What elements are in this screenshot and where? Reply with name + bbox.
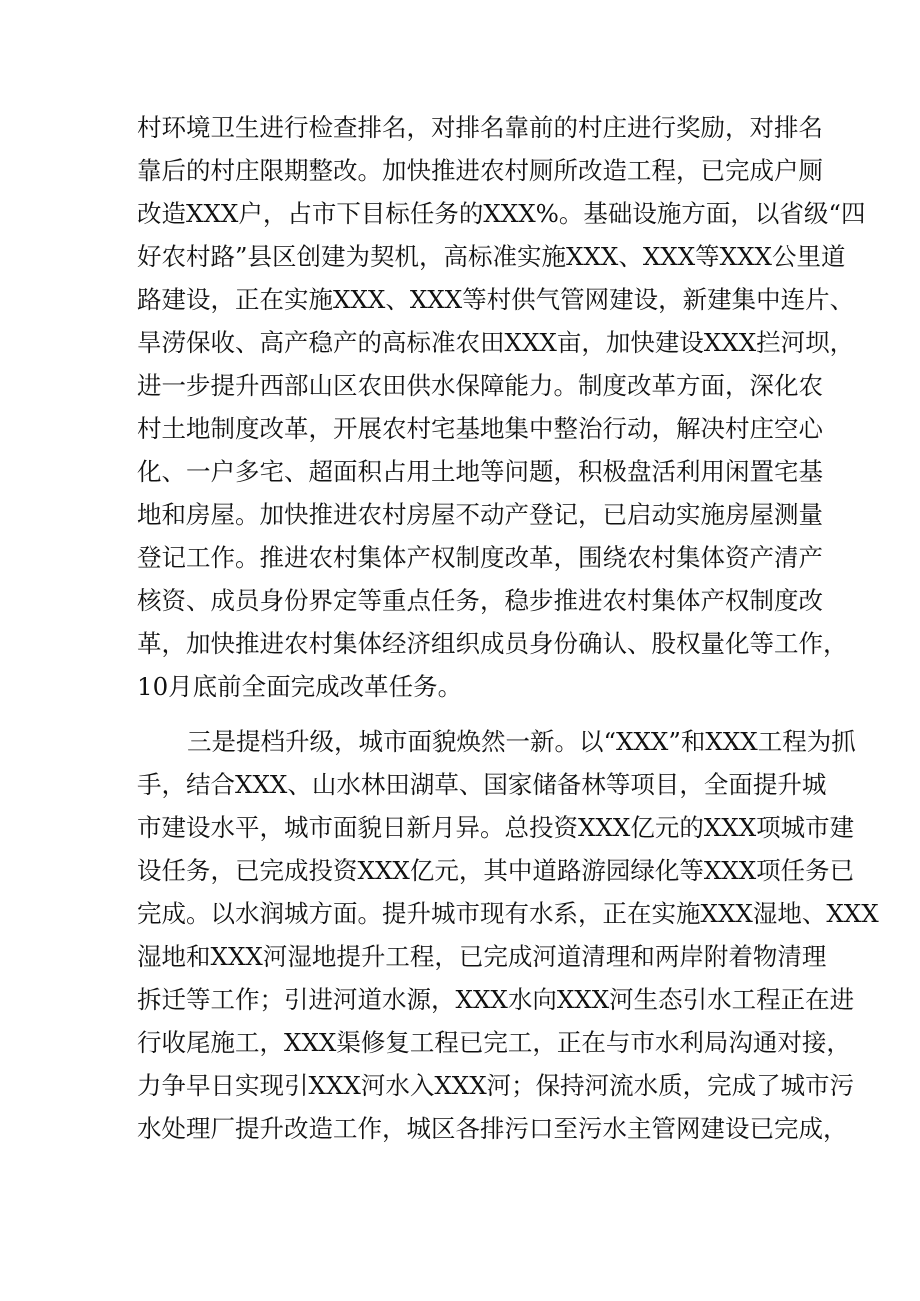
text-line: 力争早日实现引XXX河水入XXX河；保持河流水质，完成了城市污 [137, 1071, 855, 1100]
text-line: 核资、成员身份界定等重点任务，稳步推进农村集体产权制度改 [137, 586, 823, 615]
text-line: 拆迁等工作；引进河道水源，XXX水向XXX河生态引水工程正在进 [137, 985, 855, 1014]
text-line: 进一步提升西部山区农田供水保障能力。制度改革方面，深化农 [137, 371, 823, 400]
text-line: 村土地制度改革，开展农村宅基地集中整治行动，解决村庄空心 [137, 414, 823, 443]
text-line: 路建设，正在实施XXX、XXX等村供气管网建设，新建集中连片、 [137, 285, 855, 314]
text-line: 手，结合XXX、山水林田湖草、国家储备林等项目，全面提升城 [137, 770, 827, 799]
text-line: 设任务，已完成投资XXX亿元，其中道路游园绿化等XXX项任务已 [137, 856, 855, 885]
text-line: 湿地和XXX河湿地提升工程，已完成河道清理和两岸附着物清理 [137, 942, 827, 971]
text-line: 行收尾施工，XXX渠修复工程已完工，正在与市水利局沟通对接， [137, 1028, 851, 1057]
text-line: 完成。以水润城方面。提升城市现有水系，正在实施XXX湿地、XXX [137, 899, 879, 928]
text-line: 三是提档升级，城市面貌焕然一新。以“XXX”和XXX工程为抓 [187, 727, 856, 756]
text-line: 村环境卫生进行检查排名，对排名靠前的村庄进行奖励，对排名 [137, 113, 823, 142]
text-line: 地和房屋。加快推进农村房屋不动产登记，已启动实施房屋测量 [137, 500, 823, 529]
text-line: 登记工作。推进农村集体产权制度改革，围绕农村集体资产清产 [137, 543, 823, 572]
text-line: 靠后的村庄限期整改。加快推进农村厕所改造工程，已完成户厕 [137, 156, 823, 185]
text-line: 改造XXX户，占市下目标任务的XXX%。基础设施方面，以省级“四 [137, 199, 866, 228]
text-line: 化、一户多宅、超面积占用土地等问题，积极盘活利用闲置宅基 [137, 457, 823, 486]
text-line: 10月底前全面完成改革任务。 [137, 672, 463, 701]
text-line: 革，加快推进农村集体经济组织成员身份确认、股权量化等工作， [137, 629, 848, 658]
text-line: 市建设水平，城市面貌日新月异。总投资XXX亿元的XXX项城市建 [137, 813, 855, 842]
text-line: 旱涝保收、高产稳产的高标准农田XXX亩，加快建设XXX拦河坝， [137, 328, 855, 357]
text-line: 好农村路”县区创建为契机，高标准实施XXX、XXX等XXX公里道 [137, 242, 846, 271]
text-line: 水处理厂提升改造工作，城区各排污口至污水主管网建设已完成， [137, 1114, 848, 1143]
